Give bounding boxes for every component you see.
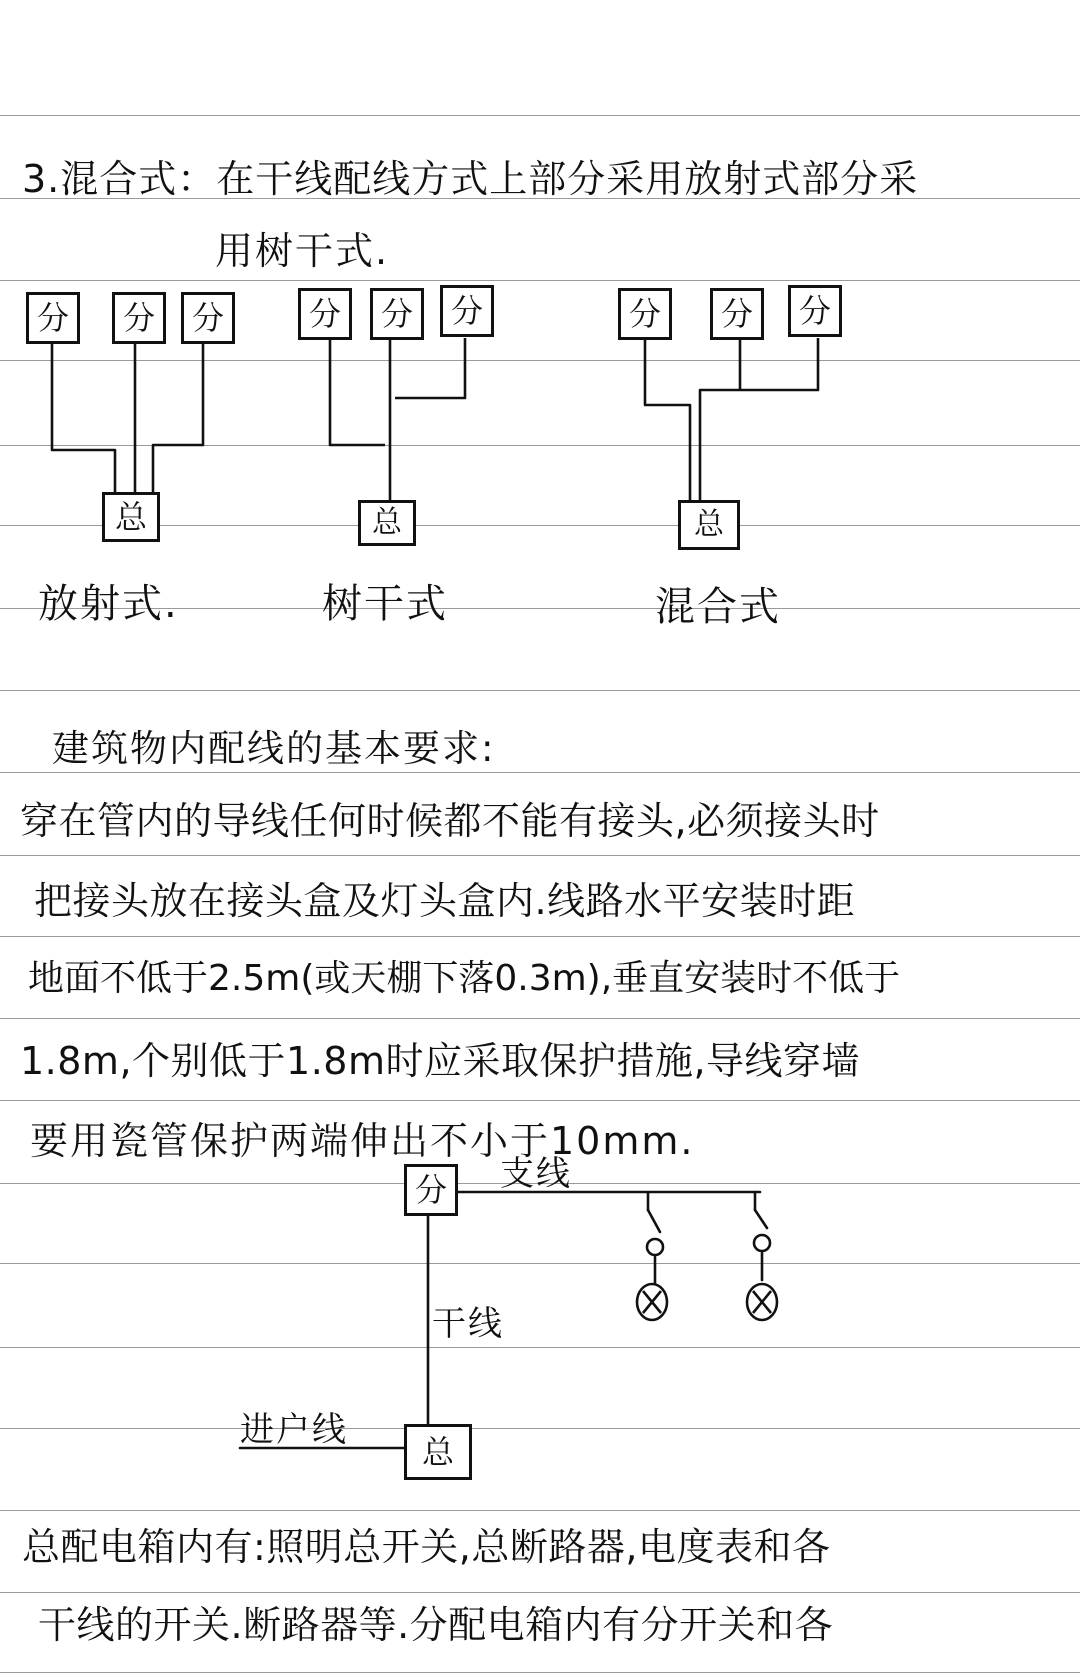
branch-line-label: 支线	[500, 1154, 572, 1194]
sub-distribution-box: 分	[788, 285, 842, 337]
main-distribution-box: 总	[678, 500, 740, 550]
requirements-heading: 建筑物内配线的基本要求:	[52, 727, 496, 770]
sub-distribution-box: 分	[370, 288, 424, 340]
sub-distribution-box: 分	[112, 292, 166, 344]
diagram-caption-tree: 树干式	[322, 581, 448, 627]
main-distribution-box: 总	[358, 500, 416, 546]
sub-distribution-box: 分	[404, 1164, 458, 1216]
sub-distribution-box: 分	[298, 288, 352, 340]
diagram-caption-mixed: 混合式	[655, 584, 781, 630]
section-heading-line-1: 3.混合式：在干线配线方式上部分采用放射式部分采	[22, 157, 919, 201]
sub-distribution-box: 分	[710, 288, 764, 340]
main-distribution-box: 总	[404, 1424, 472, 1480]
requirements-line: 把接头放在接头盒及灯头盒内.线路水平安装时距	[34, 879, 856, 923]
section-heading-line-2: 用树干式.	[215, 229, 390, 273]
sub-distribution-box: 分	[618, 288, 672, 340]
requirements-line: 地面不低于2.5m(或天棚下落0.3m),垂直安装时不低于	[28, 958, 901, 999]
bottom-text-line: 干线的开关.断路器等.分配电箱内有分开关和各	[38, 1603, 834, 1647]
sub-distribution-box: 分	[26, 292, 80, 344]
trunk-line-label: 干线	[432, 1304, 504, 1344]
main-distribution-box: 总	[102, 492, 160, 542]
requirements-line: 1.8m,个别低于1.8m时应采取保护措施,导线穿墙	[20, 1039, 861, 1083]
diagram-caption-radial: 放射式.	[38, 581, 179, 627]
sub-distribution-box: 分	[440, 285, 494, 337]
bottom-text-line: 总配电箱内有:照明总开关,总断路器,电度表和各	[22, 1525, 831, 1569]
sub-distribution-box: 分	[181, 292, 235, 344]
requirements-line: 穿在管内的导线任何时候都不能有接头,必须接头时	[20, 799, 880, 843]
service-entrance-label: 进户线	[240, 1410, 348, 1450]
requirements-line: 要用瓷管保护两端伸出不小于10mm.	[30, 1119, 695, 1163]
